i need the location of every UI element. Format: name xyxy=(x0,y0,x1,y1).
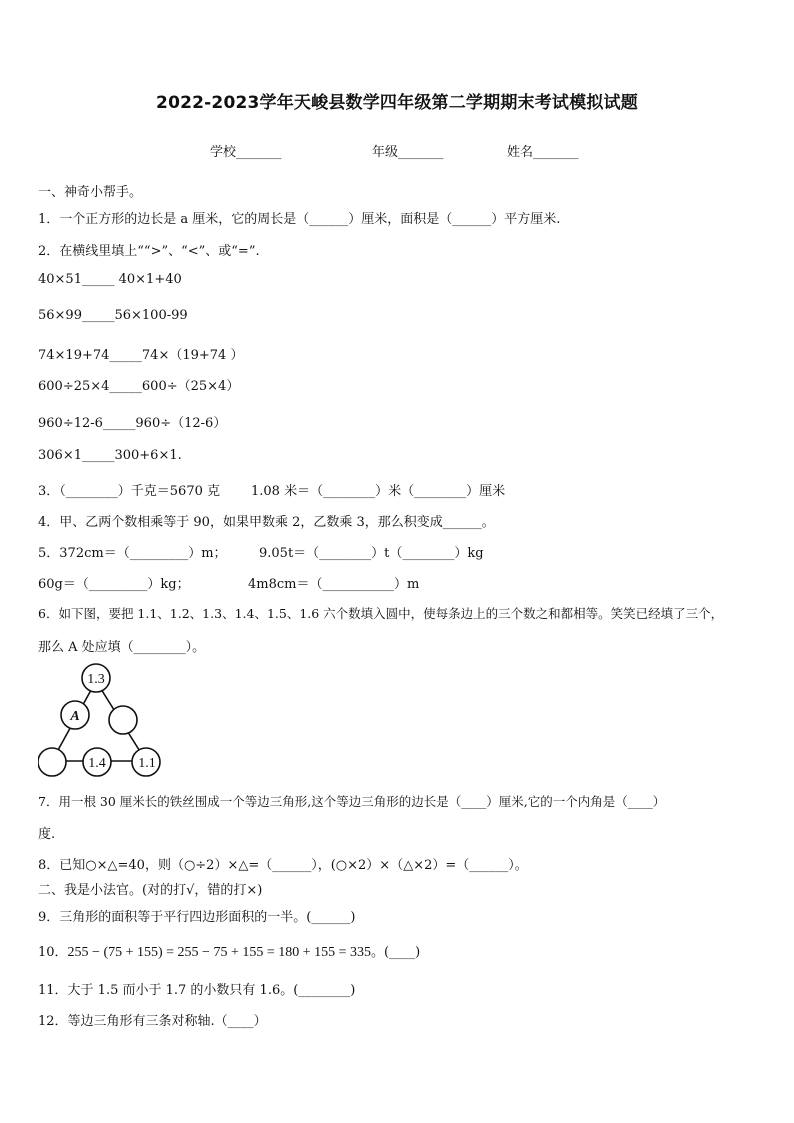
figure-bottom-mid-value: 1.4 xyxy=(88,756,106,771)
q2-item-3: 74×19+74_____74×（19+74 ） xyxy=(38,348,244,363)
q10-expression: 255 − (75 + 155) = 255 − 75 + 155 = 180 + 155 = 335 xyxy=(67,945,372,960)
question-6-line-2: 那么 A 处应填（________）。 xyxy=(38,640,206,655)
section-heading-1: 一、神奇小帮手。 xyxy=(38,185,143,200)
question-11: 11．大于 1.5 而小于 1.7 的小数只有 1.6。(________) xyxy=(38,983,356,998)
question-5a: 5．372cm＝（_________）m； xyxy=(38,546,227,561)
figure-top-value: 1.3 xyxy=(87,672,105,687)
school-field: 学校_______ xyxy=(210,145,282,160)
name-field: 姓名_______ xyxy=(507,145,579,160)
question-10 xyxy=(38,941,420,961)
q10-number: 10． xyxy=(38,945,68,960)
grade-field: 年级_______ xyxy=(372,145,444,160)
q2-item-5: 960÷12-6_____960÷（12-6） xyxy=(38,416,227,431)
question-7-line-2: 度. xyxy=(38,827,56,842)
question-4: 4．甲、乙两个数相乘等于 90，如果甲数乘 2，乙数乘 3，那么积变成______。 xyxy=(38,515,495,530)
figure-left-label: A xyxy=(70,709,80,724)
question-8: 8．已知○×△=40，则（○÷2）×△=（______），(○×2）×（△×2）=（______）。 xyxy=(38,858,528,873)
circle-bottom-left xyxy=(38,748,66,776)
question-1: 1．一个正方形的边长是 a 厘米，它的周长是（______）厘米，面积是（______）平方厘米. xyxy=(38,212,561,227)
circle-right xyxy=(109,706,137,734)
section-heading-2: 二、我是小法官。(对的打√，错的打×) xyxy=(38,883,263,898)
question-5c: 60g＝（_________）kg； xyxy=(38,577,190,592)
q2-item-4: 600÷25×4_____600÷（25×4） xyxy=(38,379,240,394)
question-6-line-1: 6．如下图，要把 1.1、1.2、1.3、1.4、1.5、1.6 六个数填入圆中，使每条边上的三个数之和都相等。笑笑已经填了三个， xyxy=(38,606,724,621)
question-3b: 1.08 米＝（________）米（________）厘米 xyxy=(251,484,506,499)
question-12: 12．等边三角形有三条对称轴.（____） xyxy=(38,1014,267,1029)
q10-answer: 。(____) xyxy=(371,945,421,960)
figure-bottom-right-value: 1.1 xyxy=(138,756,156,771)
q2-item-1: 40×51_____ 40×1+40 xyxy=(38,272,182,287)
question-7-line-1: 7．用一根 30 厘米长的铁丝围成一个等边三角形,这个等边三角形的边长是（____）厘米,它的一个内角是（____） xyxy=(38,794,666,809)
page-title: 2022-2023学年天峻县数学四年级第二学期期末考试模拟试题 xyxy=(156,93,638,113)
question-3a: 3．（________）千克＝5670 克 xyxy=(38,484,220,499)
question-9: 9．三角形的面积等于平行四边形面积的一半。(______) xyxy=(38,910,356,925)
q2-item-6: 306×1_____300+6×1. xyxy=(38,448,182,463)
question-5b: 9.05t＝（________）t（________）kg xyxy=(259,546,484,561)
question-2: 2．在横线里填上““>”、“<”、或“=”. xyxy=(38,244,260,259)
triangle-figure xyxy=(36,663,166,779)
question-5d: 4m8cm＝（___________）m xyxy=(248,577,420,592)
q2-item-2: 56×99_____56×100-99 xyxy=(38,308,188,323)
